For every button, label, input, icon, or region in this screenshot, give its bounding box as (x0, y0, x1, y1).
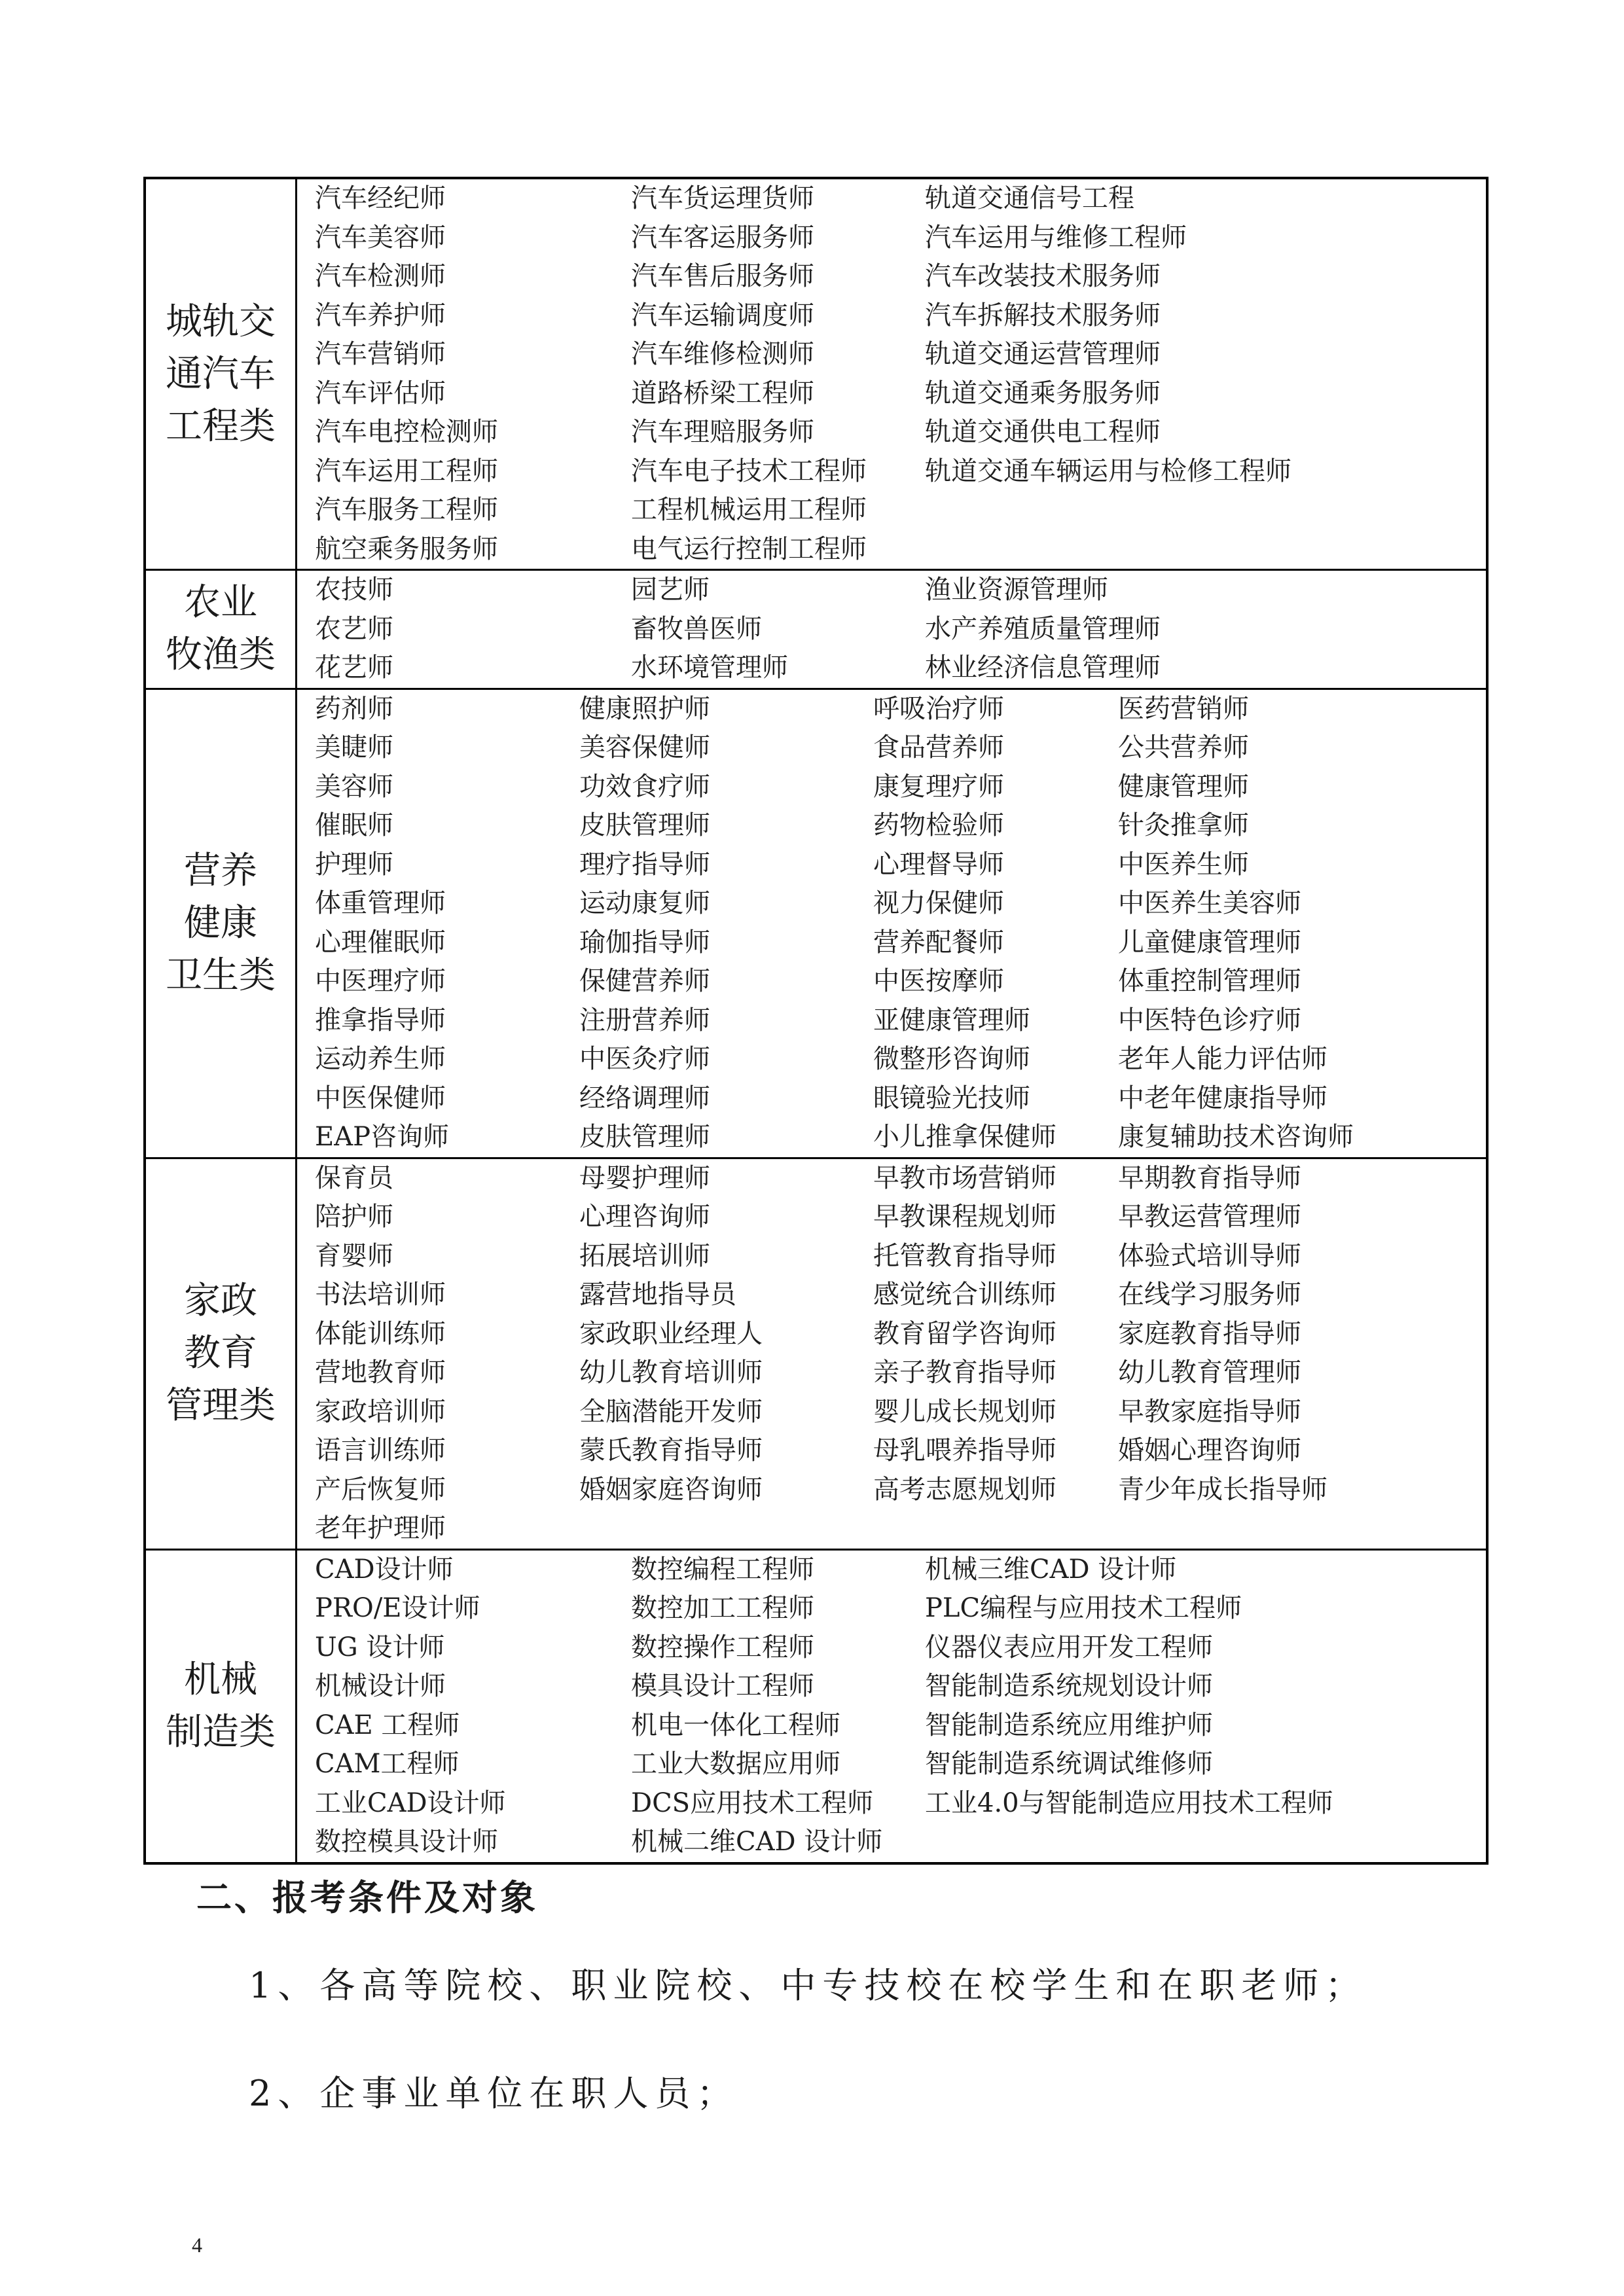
occupation-item: 婴儿成长规划师 (873, 1396, 1056, 1427)
occupation-item: 青少年成长指导师 (1118, 1474, 1327, 1505)
occupation-item: 道路桥梁工程师 (631, 378, 814, 408)
category-row (145, 689, 1487, 1158)
occupation-item: 护理师 (315, 849, 393, 880)
occupation-item: 林业经济信息管理师 (925, 653, 1161, 683)
occupation-item: 在线学习服务师 (1118, 1280, 1301, 1310)
occupation-item: 工业4.0与智能制造应用技术工程师 (925, 1787, 1333, 1818)
occupation-item: 农艺师 (315, 613, 393, 644)
occupation-item: UG 设计师 (315, 1632, 445, 1662)
occupation-item: 汽车营销师 (315, 339, 446, 369)
category-label: 机械 制造类 (166, 1658, 276, 1753)
occupation-item: 保健营养师 (579, 966, 710, 996)
occupation-item: 家政职业经理人 (579, 1318, 763, 1349)
occupation-item: 汽车检测师 (315, 261, 446, 291)
occupation-item: 幼儿教育培训师 (579, 1357, 763, 1388)
category-label: 家政 教育 管理类 (166, 1280, 276, 1427)
category-row (145, 1549, 1487, 1863)
occupation-item: 早教运营管理师 (1118, 1202, 1301, 1232)
occupation-item: 母婴护理师 (579, 1162, 710, 1193)
occupation-item: 小儿推拿保健师 (873, 1122, 1056, 1152)
occupation-item: 视力保健师 (873, 888, 1004, 918)
occupation-item: 药剂师 (315, 693, 393, 724)
occupation-item (579, 1509, 873, 1549)
category-row (145, 1158, 1487, 1549)
occupation-item: 家庭教育指导师 (1118, 1318, 1301, 1349)
occupation-item: 机械三维CAD 设计师 (925, 1554, 1177, 1585)
category-label: 营养 健康 卫生类 (166, 849, 276, 997)
occupation-item: 婚姻家庭咨询师 (579, 1474, 763, 1505)
occupation-item: 托管教育指导师 (873, 1240, 1056, 1271)
occupation-item: 拓展培训师 (579, 1240, 710, 1271)
occupation-item: EAP咨询师 (315, 1122, 449, 1152)
occupation-item: 轨道交通乘务服务师 (925, 378, 1161, 408)
occupation-grid (148, 571, 1486, 688)
occupation-item: 心理催眠师 (315, 927, 446, 958)
occupation-item: 汽车货运理货师 (631, 183, 814, 213)
occupation-item: 中医按摩师 (873, 966, 1004, 996)
category-row (145, 178, 1487, 570)
occupation-item: 汽车维修检测师 (631, 339, 814, 369)
page-number: 4 (192, 2233, 202, 2257)
occupation-item: 母乳喂养指导师 (873, 1435, 1056, 1465)
occupation-item: 体重管理师 (315, 888, 446, 918)
occupation-item: 营地教育师 (315, 1357, 446, 1388)
occupation-item: 数控编程工程师 (631, 1554, 814, 1585)
occupation-item: 体能训练师 (315, 1318, 446, 1349)
occupation-item: 经络调理师 (579, 1083, 710, 1113)
occupation-item: 美睫师 (315, 732, 393, 762)
occupation-item (873, 1509, 1118, 1549)
occupation-item: 花艺师 (315, 653, 393, 683)
occupation-item: 中医灸疗师 (579, 1044, 710, 1074)
occupation-item: 水环境管理师 (631, 653, 788, 683)
occupation-item: 运动养生师 (315, 1044, 446, 1074)
section-heading: 二、报考条件及对象 (196, 1877, 538, 1918)
occupation-item: 轨道交通信号工程 (925, 183, 1134, 213)
occupation-item: 美容保健师 (579, 732, 710, 762)
occupation-item: 教育留学咨询师 (873, 1318, 1056, 1349)
occupation-item: 产后恢复师 (315, 1474, 446, 1505)
occupation-item: 推拿指导师 (315, 1005, 446, 1035)
occupation-item: 书法培训师 (315, 1280, 446, 1310)
occupation-item: 汽车电控检测师 (315, 417, 498, 447)
occupation-item: 汽车经纪师 (315, 183, 446, 213)
occupation-item: 汽车售后服务师 (631, 261, 814, 291)
occupation-item: 中医理疗师 (315, 966, 446, 996)
occupation-item: 工程机械运用工程师 (631, 495, 867, 525)
occupation-item: 心理咨询师 (579, 1202, 710, 1232)
occupation-item: 早期教育指导师 (1118, 1162, 1301, 1193)
paragraph-2: 2、企事业单位在职人员； (249, 2073, 739, 2114)
occupation-item: 早教市场营销师 (873, 1162, 1056, 1193)
occupation-item: 皮肤管理师 (579, 810, 710, 840)
occupation-item: 水产养殖质量管理师 (925, 613, 1161, 644)
occupation-item: 美容师 (315, 771, 393, 802)
category-label: 城轨交 通汽车 工程类 (166, 300, 276, 448)
occupation-item: 汽车客运服务师 (631, 222, 814, 253)
occupation-item: 育婴师 (315, 1240, 393, 1271)
occupation-item: CAM工程师 (315, 1749, 460, 1779)
occupation-item: 瑜伽指导师 (579, 927, 710, 958)
occupation-item: 中医养生师 (1118, 849, 1249, 880)
occupation-item: 数控模具设计师 (315, 1827, 498, 1857)
occupation-item: 汽车改装技术服务师 (925, 261, 1161, 291)
occupation-item: 畜牧兽医师 (631, 613, 762, 644)
occupation-item: 汽车运用工程师 (315, 456, 498, 486)
occupation-item: 全脑潜能开发师 (579, 1396, 763, 1427)
occupation-item: 眼镜验光技师 (873, 1083, 1030, 1113)
occupation-item: 工业大数据应用师 (631, 1749, 840, 1779)
occupation-item: 针灸推拿师 (1118, 810, 1249, 840)
occupation-item: 智能制造系统应用维护师 (925, 1710, 1213, 1740)
occupation-item: 皮肤管理师 (579, 1122, 710, 1152)
occupation-item: 康复辅助技术咨询师 (1118, 1122, 1354, 1152)
occupation-item: 电气运行控制工程师 (631, 533, 867, 564)
occupation-item: CAD设计师 (315, 1554, 454, 1585)
occupation-item: 亚健康管理师 (873, 1005, 1030, 1035)
occupation-item: 康复理疗师 (873, 771, 1004, 802)
occupation-grid (148, 1159, 1486, 1549)
occupation-item: PLC编程与应用技术工程师 (925, 1593, 1242, 1623)
occupation-item: 早教家庭指导师 (1118, 1396, 1301, 1427)
occupation-item: 催眠师 (315, 810, 393, 840)
occupation-item: 家政培训师 (315, 1396, 446, 1427)
occupation-item: 汽车拆解技术服务师 (925, 300, 1161, 331)
occupation-item: 露营地指导员 (579, 1280, 736, 1310)
occupation-item: 轨道交通运营管理师 (925, 339, 1161, 369)
occupation-item: 药物检验师 (873, 810, 1004, 840)
occupation-item: 注册营养师 (579, 1005, 710, 1035)
occupation-item: 呼吸治疗师 (873, 693, 1004, 724)
occupation-item: 农技师 (315, 575, 393, 605)
occupation-grid (148, 179, 1486, 569)
occupation-table (143, 177, 1489, 1865)
occupation-item: 中医特色诊疗师 (1118, 1005, 1301, 1035)
occupation-item: 轨道交通供电工程师 (925, 417, 1161, 447)
occupation-item: 儿童健康管理师 (1118, 927, 1301, 958)
occupation-item: 渔业资源管理师 (925, 575, 1108, 605)
occupation-item: DCS应用技术工程师 (631, 1787, 874, 1818)
occupation-list-cell (297, 689, 1488, 1158)
occupation-item: 汽车理赔服务师 (631, 417, 814, 447)
occupation-item: 体重控制管理师 (1118, 966, 1301, 996)
occupation-list-cell (297, 570, 1488, 689)
occupation-item: 语言训练师 (315, 1435, 446, 1465)
occupation-item: 仪器仪表应用开发工程师 (925, 1632, 1213, 1662)
occupation-item: 机械设计师 (315, 1671, 446, 1701)
occupation-grid (148, 690, 1486, 1157)
occupation-item (1118, 1509, 1449, 1549)
paragraph-1: 1、各高等院校、职业院校、中专技校在校学生和在职老师； (249, 1965, 1367, 2006)
occupation-item: 陪护师 (315, 1202, 393, 1232)
category-cell (145, 570, 297, 689)
occupation-item: 心理督导师 (873, 849, 1004, 880)
occupation-item: 中医保健师 (315, 1083, 446, 1113)
occupation-item: 轨道交通车辆运用与检修工程师 (925, 456, 1291, 486)
occupation-item: 婚姻心理咨询师 (1118, 1435, 1301, 1465)
occupation-item: 健康照护师 (579, 693, 710, 724)
occupation-item: 航空乘务服务师 (315, 533, 498, 564)
occupation-item (925, 530, 1449, 569)
occupation-item: 工业CAD设计师 (315, 1787, 506, 1818)
category-label: 农业 牧渔类 (166, 581, 276, 677)
occupation-item: 公共营养师 (1118, 732, 1249, 762)
occupation-list-cell (297, 1549, 1488, 1863)
occupation-item: 早教课程规划师 (873, 1202, 1056, 1232)
occupation-item: 营养配餐师 (873, 927, 1004, 958)
occupation-item: 智能制造系统规划设计师 (925, 1671, 1213, 1701)
occupation-item: 微整形咨询师 (873, 1044, 1030, 1074)
occupation-item: 汽车服务工程师 (315, 495, 498, 525)
occupation-item: 食品营养师 (873, 732, 1004, 762)
occupation-item: 汽车运用与维修工程师 (925, 222, 1187, 253)
occupation-item: 老年人能力评估师 (1118, 1044, 1327, 1074)
category-row (145, 570, 1487, 689)
occupation-item (925, 491, 1449, 530)
occupation-list-cell (297, 1158, 1488, 1549)
occupation-item: 感觉统合训练师 (873, 1280, 1056, 1310)
occupation-item: 健康管理师 (1118, 771, 1249, 802)
occupation-item: 亲子教育指导师 (873, 1357, 1056, 1388)
occupation-item: 机械二维CAD 设计师 (631, 1827, 883, 1857)
occupation-item: 园艺师 (631, 575, 710, 605)
occupation-item: 汽车美容师 (315, 222, 446, 253)
occupation-item: 数控操作工程师 (631, 1632, 814, 1662)
occupation-item: 体验式培训导师 (1118, 1240, 1301, 1271)
occupation-item: 幼儿教育管理师 (1118, 1357, 1301, 1388)
occupation-item: 机电一体化工程师 (631, 1710, 840, 1740)
occupation-item: 数控加工工程师 (631, 1593, 814, 1623)
occupation-item: PRO/E设计师 (315, 1593, 480, 1623)
occupation-item: 汽车养护师 (315, 300, 446, 331)
occupation-item: CAE 工程师 (315, 1710, 460, 1740)
occupation-item: 中老年健康指导师 (1118, 1083, 1327, 1113)
occupation-item: 汽车运输调度师 (631, 300, 814, 331)
occupation-item: 汽车电子技术工程师 (631, 456, 867, 486)
occupation-item (925, 1823, 1449, 1862)
occupation-item: 蒙氏教育指导师 (579, 1435, 763, 1465)
occupation-item: 老年护理师 (315, 1513, 446, 1543)
occupation-item: 高考志愿规划师 (873, 1474, 1056, 1505)
occupation-item: 中医养生美容师 (1118, 888, 1301, 918)
table-body (145, 178, 1487, 1863)
occupation-item: 医药营销师 (1118, 693, 1249, 724)
occupation-item: 保育员 (315, 1162, 393, 1193)
occupation-item: 运动康复师 (579, 888, 710, 918)
occupation-item: 理疗指导师 (579, 849, 710, 880)
occupation-grid (148, 1551, 1486, 1862)
occupation-item: 功效食疗师 (579, 771, 710, 802)
occupation-list-cell (297, 178, 1488, 570)
occupation-item: 汽车评估师 (315, 378, 446, 408)
occupation-item: 智能制造系统调试维修师 (925, 1749, 1213, 1779)
occupation-item: 模具设计工程师 (631, 1671, 814, 1701)
